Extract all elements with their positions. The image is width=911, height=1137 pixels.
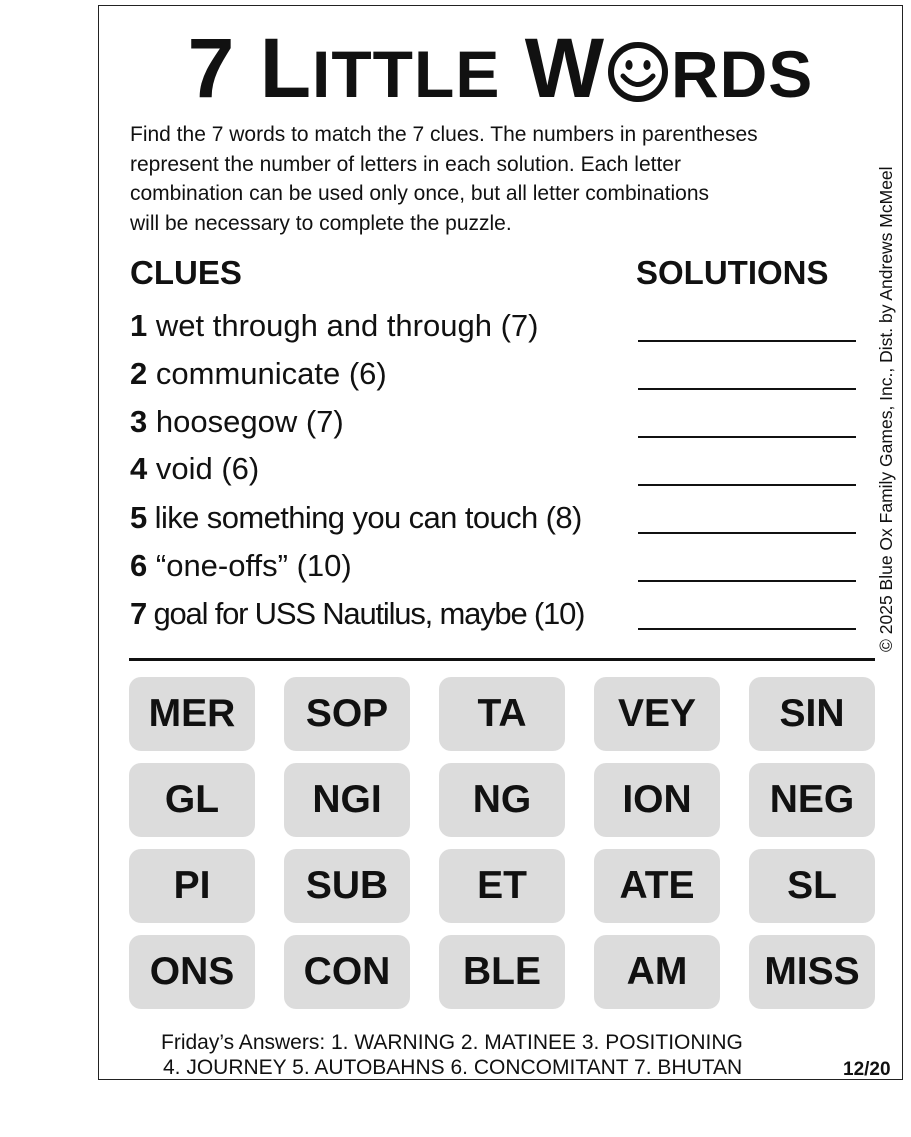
- letter-tile[interactable]: CON: [284, 935, 410, 1009]
- smiley-face-icon: [607, 41, 669, 103]
- clues-header: CLUES: [130, 254, 242, 291]
- clue-6: [130, 548, 352, 584]
- letter-tile[interactable]: ATE: [594, 849, 720, 923]
- answers-line: 4. JOURNEY 5. AUTOBAHNS 6. CONCOMITANT 7. BHUTAN: [163, 1056, 743, 1079]
- solution-blank-1[interactable]: [638, 340, 856, 342]
- solution-blank-6[interactable]: [638, 580, 856, 582]
- divider-rule: [129, 658, 875, 661]
- clue-number: 6: [130, 548, 148, 583]
- clue-text: hoosegow (7): [155, 404, 344, 439]
- letter-tile[interactable]: ET: [439, 849, 565, 923]
- clue-number: 1: [130, 308, 148, 343]
- puzzle-title: [98, 22, 903, 120]
- clue-number: 7: [130, 596, 147, 631]
- instructions-line: Find the 7 words to match the 7 clues. The numbers in parentheses: [130, 123, 758, 146]
- letter-tile[interactable]: ONS: [129, 935, 255, 1009]
- title-word2-initial: W: [524, 21, 605, 115]
- instructions-line: represent the number of letters in each solution. Each letter: [130, 152, 681, 176]
- clue-4: [130, 451, 259, 487]
- clue-1: [130, 308, 538, 344]
- solution-blank-4[interactable]: [638, 484, 856, 486]
- title-number: 7: [187, 21, 236, 115]
- clue-number: 2: [130, 356, 148, 391]
- instructions-line: will be necessary to complete the puzzle.: [130, 211, 512, 235]
- solution-blank-7[interactable]: [638, 628, 856, 630]
- letter-tile[interactable]: NGI: [284, 763, 410, 837]
- clue-text: goal for USS Nautilus, maybe (10): [153, 596, 585, 631]
- puzzle-date: 12/20: [843, 1059, 891, 1080]
- title-word1-initial: L: [259, 21, 313, 115]
- answers-line: Friday’s Answers: 1. WARNING 2. MATINEE 3. POSITIONING: [161, 1031, 743, 1054]
- letter-tile[interactable]: BLE: [439, 935, 565, 1009]
- clue-2: [130, 356, 387, 392]
- title-word1-rest: ITTLE: [312, 37, 501, 111]
- letter-tile[interactable]: TA: [439, 677, 565, 751]
- letter-tile[interactable]: MISS: [749, 935, 875, 1009]
- clue-text: “one-offs” (10): [155, 548, 352, 583]
- letter-tile[interactable]: MER: [129, 677, 255, 751]
- clue-text: communicate (6): [155, 356, 387, 391]
- letter-tile[interactable]: SIN: [749, 677, 875, 751]
- letter-tile[interactable]: GL: [129, 763, 255, 837]
- clue-3: [130, 404, 344, 440]
- letter-tile[interactable]: NG: [439, 763, 565, 837]
- copyright-notice: © 2025 Blue Ox Family Games, Inc., Dist. by Andrews McMeel: [876, 166, 896, 652]
- clue-text: like something you can touch (8): [154, 500, 582, 535]
- solution-blank-3[interactable]: [638, 436, 856, 438]
- letter-tile[interactable]: ION: [594, 763, 720, 837]
- clue-text: wet through and through (7): [155, 308, 539, 343]
- letter-tile[interactable]: SL: [749, 849, 875, 923]
- letter-tile[interactable]: PI: [129, 849, 255, 923]
- letter-tile[interactable]: SUB: [284, 849, 410, 923]
- clue-number: 5: [130, 500, 147, 535]
- title-word2-rest: RDS: [670, 37, 814, 111]
- clue-7: [130, 596, 584, 632]
- letter-tile[interactable]: VEY: [594, 677, 720, 751]
- solutions-header: SOLUTIONS: [636, 254, 829, 291]
- clue-5: [130, 500, 582, 536]
- solution-blank-5[interactable]: [638, 532, 856, 534]
- instructions: [130, 120, 880, 238]
- previous-answers: [161, 1030, 743, 1080]
- clue-number: 4: [130, 451, 148, 486]
- letter-tile[interactable]: AM: [594, 935, 720, 1009]
- instructions-line: combination can be used only once, but all letter combinations: [130, 182, 710, 205]
- letter-tile[interactable]: SOP: [284, 677, 410, 751]
- clue-text: void (6): [155, 451, 260, 486]
- solution-blank-2[interactable]: [638, 388, 856, 390]
- letter-tile[interactable]: NEG: [749, 763, 875, 837]
- clue-number: 3: [130, 404, 148, 439]
